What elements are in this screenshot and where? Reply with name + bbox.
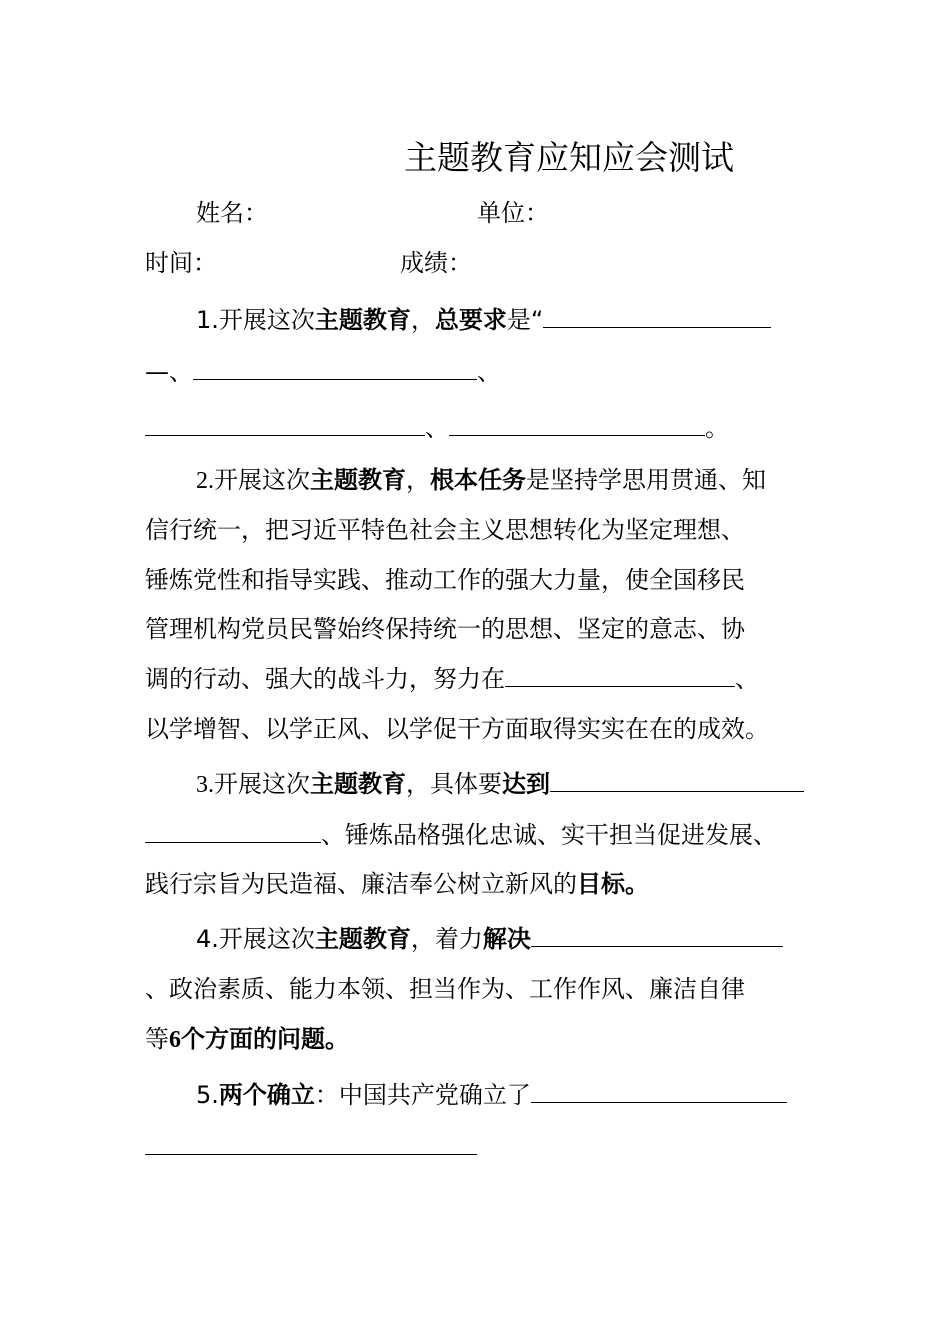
question-2-line-6: 以学增智、以学正风、以学促干方面取得实实在在的成效。 (145, 715, 769, 743)
question-1-number: 1. (196, 306, 219, 334)
time-label: 时间： (145, 249, 217, 277)
question-1-line-1: 1.开展这次主题教育，总要求是“ (196, 303, 771, 337)
question-5-number: 5. (196, 1081, 219, 1109)
question-3-number: 3. (196, 772, 214, 798)
answer-blank[interactable] (543, 305, 771, 328)
question-4-line-2: 、政治素质、能力本领、担当作为、工作作风、廉洁自律 (145, 975, 745, 1003)
question-3-line-1: 3.开展这次主题教育，具体要达到 (196, 767, 804, 802)
question-5-line-1: 5.两个确立：中国共产党确立了 (196, 1078, 787, 1112)
answer-blank[interactable] (145, 413, 425, 436)
answer-blank[interactable] (193, 357, 477, 380)
question-4-line-1: 4.开展这次主题教育，着力解决 (196, 922, 783, 956)
answer-blank[interactable] (145, 1132, 477, 1155)
question-2-line-1: 2.开展这次主题教育，根本任务是坚持学思用贯通、知 (196, 466, 766, 494)
answer-blank[interactable] (531, 1080, 787, 1103)
answer-blank[interactable] (145, 820, 321, 843)
question-2-line-4: 管理机构党员民警始终保持统一的思想、坚定的意志、协 (145, 615, 745, 643)
question-2-line-3: 锤炼党性和指导实践、推动工作的强大力量，使全国移民 (145, 566, 745, 594)
score-label: 成绩： (400, 249, 472, 277)
document-title: 主题教育应知应会测试 (404, 138, 734, 177)
question-2-line-2: 信行统一，把习近平特色社会主义思想转化为坚定理想、 (145, 516, 745, 544)
question-1-line-3: 、 。 (145, 411, 729, 445)
question-4-line-3: 等6个方面的问题。 (145, 1025, 349, 1053)
question-5-line-2 (145, 1130, 477, 1164)
unit-label: 单位： (477, 199, 549, 227)
question-1-line-2: —、 、 (145, 358, 501, 386)
question-2-number: 2. (196, 468, 214, 494)
question-3-line-3: 践行宗旨为民造福、廉洁奉公树立新风的目标。 (145, 870, 649, 898)
question-3-line-2: 、锤炼品格强化忠诚、实干担当促进发展、 (145, 818, 777, 852)
answer-blank[interactable] (449, 413, 705, 436)
question-2-line-5: 调的行动、强大的战斗力，努力在 、 (145, 665, 759, 693)
name-label: 姓名： (196, 199, 268, 227)
answer-blank[interactable] (531, 924, 783, 947)
answer-blank[interactable] (550, 769, 804, 792)
question-4-number: 4. (196, 925, 219, 953)
answer-blank[interactable] (505, 664, 735, 687)
